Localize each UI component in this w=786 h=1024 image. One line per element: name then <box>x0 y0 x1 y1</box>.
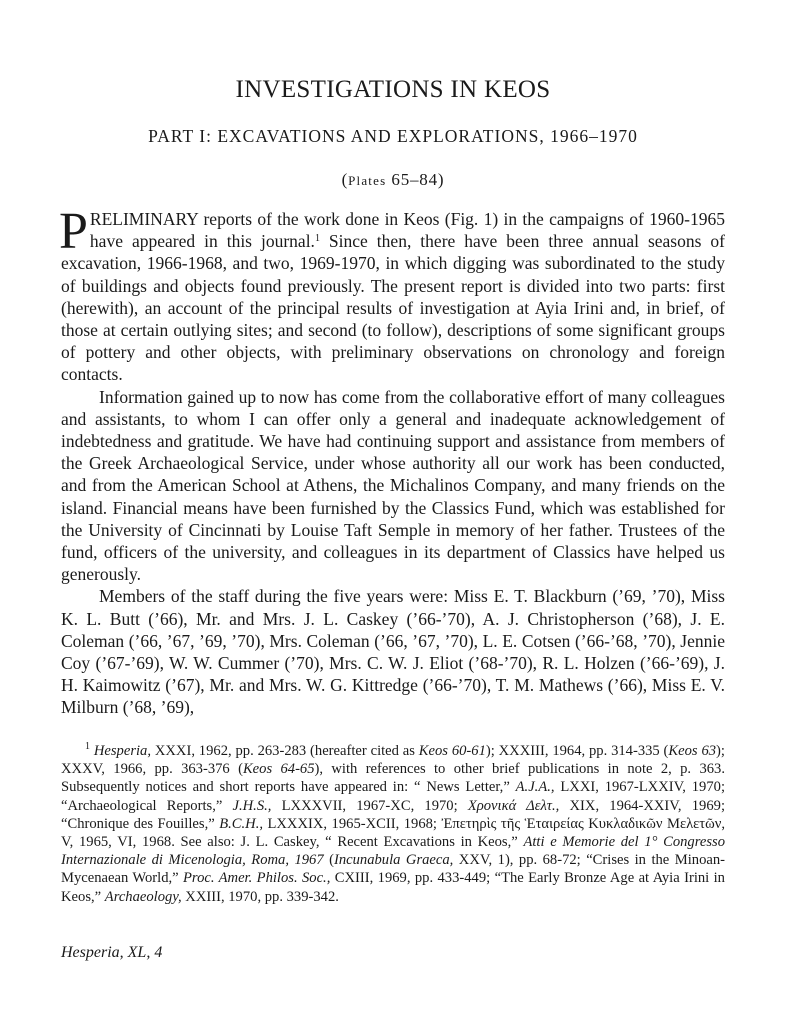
fn-cite: A.J.A., <box>515 779 555 796</box>
plates-word: Plates <box>348 173 387 188</box>
fn-seg: LXXXIX, 1965-XCII, 1968; Ἐπετηρὶς τῆς Ἑταιρείας Κυκλαδικῶν Μελετῶν, V, 1965, VI, 1968. See also: J. L. Caskey, “ Recent Excavations in Keos,” <box>61 815 725 851</box>
footnotes <box>61 742 725 906</box>
fn-cite: J.H.S., <box>232 797 272 814</box>
paragraph-1-text-a: RELIMINARY reports of the work done in Keos (Fig. 1) in the campaigns of 1960-1965 have appeared in this journal. <box>89 209 725 252</box>
footnote-1 <box>61 742 725 906</box>
fn-seg: ); XXXV, 1966, pp. 363-376 ( <box>61 743 725 778</box>
fn-cite: Incunabula Graeca, <box>333 852 454 869</box>
fn-cite: B.C.H., <box>219 815 263 832</box>
paragraph-3: Members of the staff during the five years were: Miss E. T. Blackburn (’69, ’70), Miss K. L. Butt (’66), Mr. and Mrs. J. L. Caskey (’66-’70), A. J. Christopherson (’68), J. E. Coleman (’66, ’67, ’69, ’70), Mrs. Coleman (’66, ’67, ’70), L. E. Cotsen (’66-’68, ’70), Jennie Coy (’67-’69), W. W. Cummer (’70), Mrs. C. W. J. Eliot (’68-’70), R. L. Holzen (’66-’69), J. H. Kaimowitz (’67), Mr. and Mrs. W. G. Kittredge (’66-’70), T. M. Mathews (’66), Miss E. V. Milburn (’68, ’69), <box>61 586 725 718</box>
plates-reference <box>0 170 786 190</box>
fn-cite: Proc. Amer. Philos. Soc., <box>183 870 331 887</box>
fn-cite: Keos 64-65 <box>242 761 315 778</box>
fn-seg: LXXI, 1967-LXXIV, 1970; “Archaeological Reports,” <box>61 779 725 814</box>
fn-seg: LXXXVII, 1967-XC, 1970; <box>271 797 468 814</box>
drop-cap: P <box>59 203 88 260</box>
journal-footer: Hesperia, XL, 4 <box>61 944 163 961</box>
fn-cite: Keos 60-61 <box>418 743 486 759</box>
footnote-number: 1 <box>85 741 90 752</box>
fn-cite: Χρονικά Δελτ., <box>467 797 560 814</box>
fn-cite: Keos 63 <box>668 743 717 759</box>
fn-seg: ); XXXIII, 1964, pp. 314-335 ( <box>485 743 669 759</box>
fn-cite: Archaeology, <box>104 888 182 905</box>
paragraph-1 <box>59 203 725 386</box>
fn-seg: XXIII, 1970, pp. 339-342. <box>181 888 339 905</box>
fn-seg: XIX, 1964-XXIV, 1969; “Chronique des Fouilles,” <box>61 797 725 832</box>
fn-seg: XXXI, 1962, pp. 263-283 (hereafter cited as <box>151 743 419 759</box>
paragraph-2: Information gained up to now has come from the collaborative effort of many colleagues and assistants, to whom I can offer only a general and inadequate acknowledgement of indebtedness and gratitude. We have had continuing support and assistance from members of the Greek Archaeological Service, under whose authority all our work has been conducted, and from the American School at Athens, the Michalinos Company, and many friends on the island. Financial means have been furnished by the Classics Fund, which was established for the University of Cincinnati by Louise Taft Semple in memory of her father. Trustees of the fund, officers of the university, and colleagues in its department of Classics have helped us generously. <box>61 386 725 585</box>
fn-seg: ), with references to other brief publications in note 2, p. 363. Subsequently notices and short reports have appeared in: “ News Letter,” <box>61 761 725 796</box>
plates-open: ( <box>341 170 349 189</box>
paragraph-1-text-b: Since then, there have been three annual seasons of excavation, 1966-1968, and two, 1969-1970, in which digging was subordinated to the study of buildings and objects found previously. The present report is divided into two parts: first (herewith), an account of the principal results of investigation at Ayia Irini and, in brief, of those at certain outlying sites; and second (to follow), descriptions of some significant groups of pottery and other objects, with preliminary observations on chronology and foreign contacts. <box>61 231 725 385</box>
fn-cite: Atti e Memorie del 1° Congresso Internazionale di Micenologia, Roma, 1967 <box>61 834 725 869</box>
article-body <box>59 203 725 719</box>
fn-seg: ( <box>323 852 334 869</box>
fn-seg: CXIII, 1969, pp. 433-449; “The Early Bronze Age at Ayia Irini in Keos,” <box>61 870 725 905</box>
fn-cite: Hesperia, <box>93 743 151 759</box>
plates-range: 65–84) <box>386 170 445 189</box>
fn-seg: XXV, 1), pp. 68-72; “Crises in the Minoan-Mycenaean World,” <box>61 852 725 887</box>
article-subtitle: PART I: EXCAVATIONS AND EXPLORATIONS, 1966–1970 <box>148 126 638 146</box>
footnote-marker: 1 <box>314 233 320 245</box>
article-title: INVESTIGATIONS IN KEOS <box>235 76 551 103</box>
